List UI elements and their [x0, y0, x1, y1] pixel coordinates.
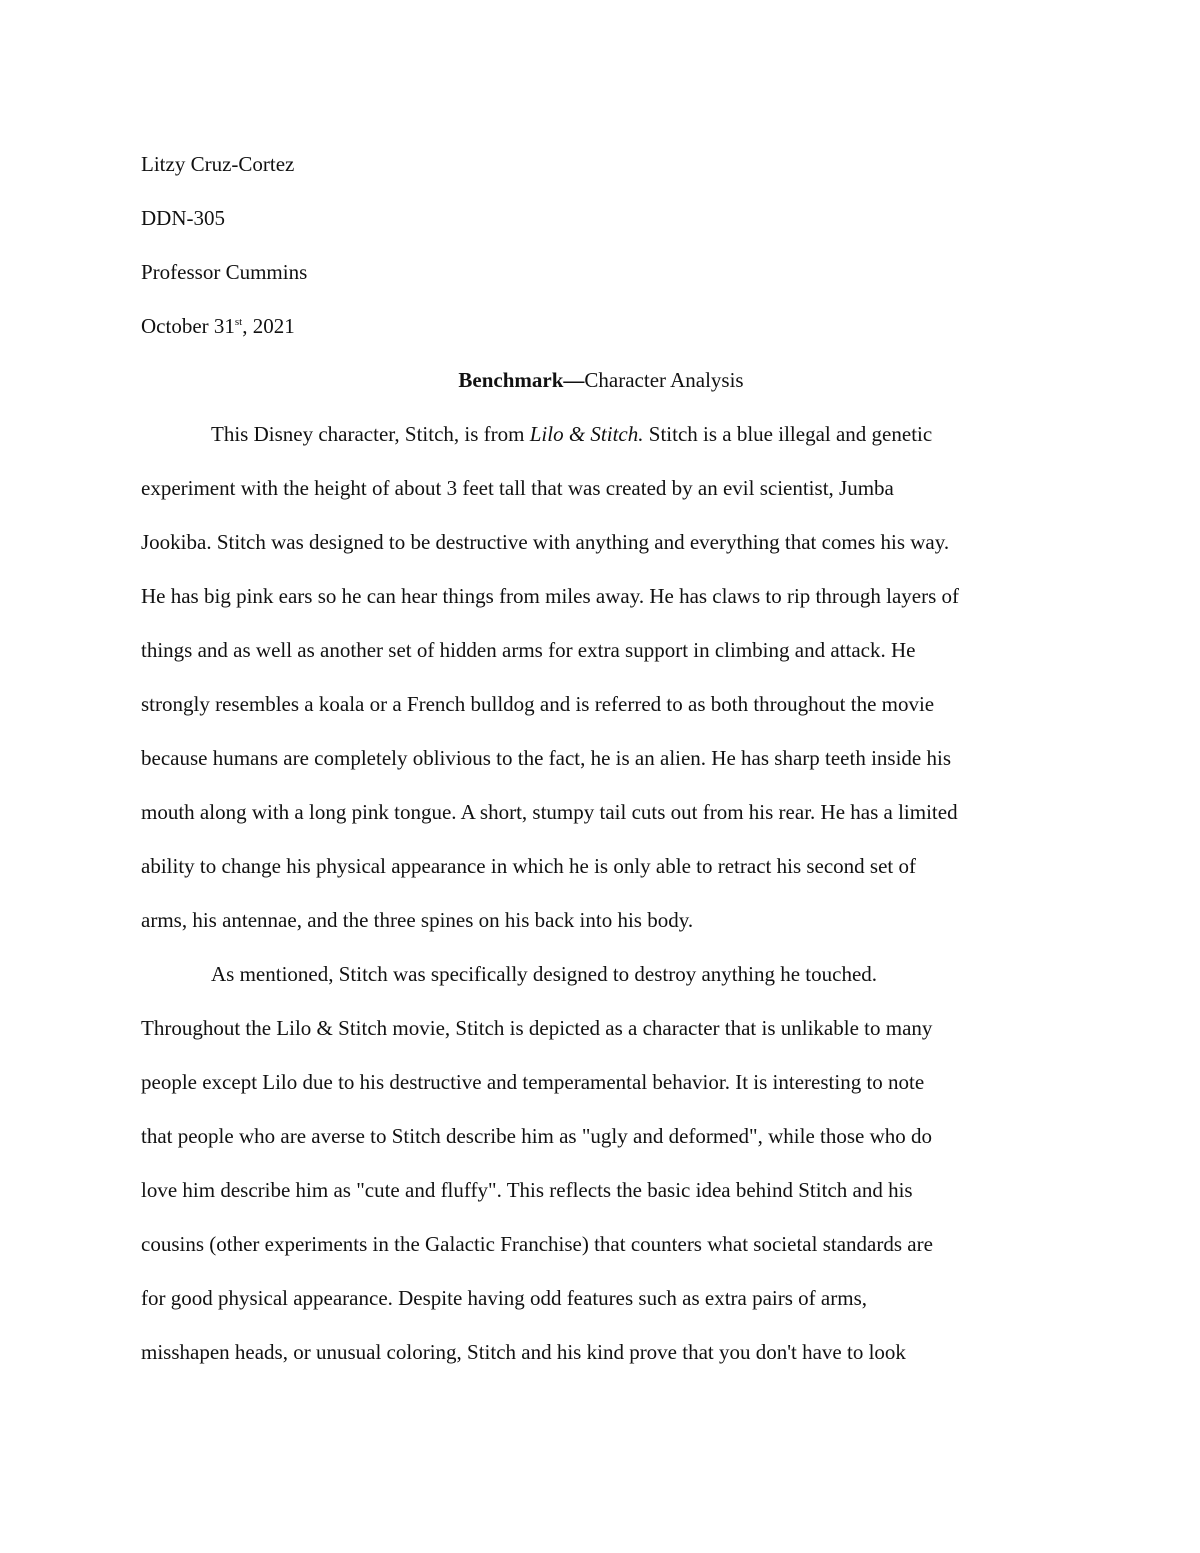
text-run: Stitch is a blue illegal and genetic — [643, 422, 933, 446]
paragraph-line: things and as well as another set of hidden arms for extra support in climbing and attack. He — [141, 638, 916, 662]
paragraph-line — [141, 407, 1061, 461]
paragraph-line: that people who are averse to Stitch describe him as "ugly and deformed", while those who do — [141, 1124, 933, 1148]
course-code: DDN-305 — [141, 206, 225, 230]
paragraph-line: for good physical appearance. Despite having odd features such as extra pairs of arms, — [141, 1286, 867, 1310]
paragraph-line: misshapen heads, or unusual coloring, Stitch and his kind prove that you don't have to look — [141, 1340, 906, 1364]
date-ordinal-suffix: st — [234, 316, 243, 328]
title-bold-part: Benchmark— — [458, 368, 585, 392]
paragraph-line: cousins (other experiments in the Galactic Franchise) that counters what societal standards are — [141, 1232, 933, 1256]
text-run: This Disney character, Stitch, is from — [211, 422, 530, 446]
author-name: Litzy Cruz-Cortez — [141, 152, 295, 176]
paragraph-line: strongly resembles a koala or a French bulldog and is referred to as both throughout the movie — [141, 692, 935, 716]
paragraph-line: arms, his antennae, and the three spines on his back into his body. — [141, 908, 694, 932]
submission-date — [141, 299, 1061, 353]
paragraph-line: Jookiba. Stitch was designed to be destructive with anything and everything that comes his way. — [141, 530, 950, 554]
paragraph-line: love him describe him as "cute and fluffy". This reflects the basic idea behind Stitch and his — [141, 1178, 913, 1202]
date-month-day: October 31 — [141, 314, 235, 338]
document-body — [141, 137, 1061, 1379]
paragraph-line: As mentioned, Stitch was specifically designed to destroy anything he touched. — [211, 962, 878, 986]
paragraph-2 — [141, 947, 1061, 1379]
paragraph-line: ability to change his physical appearance in which he is only able to retract his second set of — [141, 854, 917, 878]
movie-title-italic: Lilo & Stitch. — [529, 422, 644, 446]
paragraph-line: Throughout the Lilo & Stitch movie, Stitch is depicted as a character that is unlikable to many — [141, 1016, 933, 1040]
paragraph-1 — [141, 407, 1061, 947]
title-regular-part: Character Analysis — [584, 368, 744, 392]
paragraph-line: He has big pink ears so he can hear things from miles away. He has claws to rip through layers of — [141, 584, 959, 608]
paragraph-line: because humans are completely oblivious to the fact, he is an alien. He has sharp teeth inside his — [141, 746, 952, 770]
document-title — [141, 353, 1061, 407]
paragraph-line: experiment with the height of about 3 feet tall that was created by an evil scientist, Jumba — [141, 476, 894, 500]
professor-name: Professor Cummins — [141, 260, 308, 284]
date-year: , 2021 — [242, 314, 295, 338]
paragraph-line: mouth along with a long pink tongue. A short, stumpy tail cuts out from his rear. He has a limited — [141, 800, 958, 824]
paragraph-line: people except Lilo due to his destructive and temperamental behavior. It is interesting to note — [141, 1070, 925, 1094]
